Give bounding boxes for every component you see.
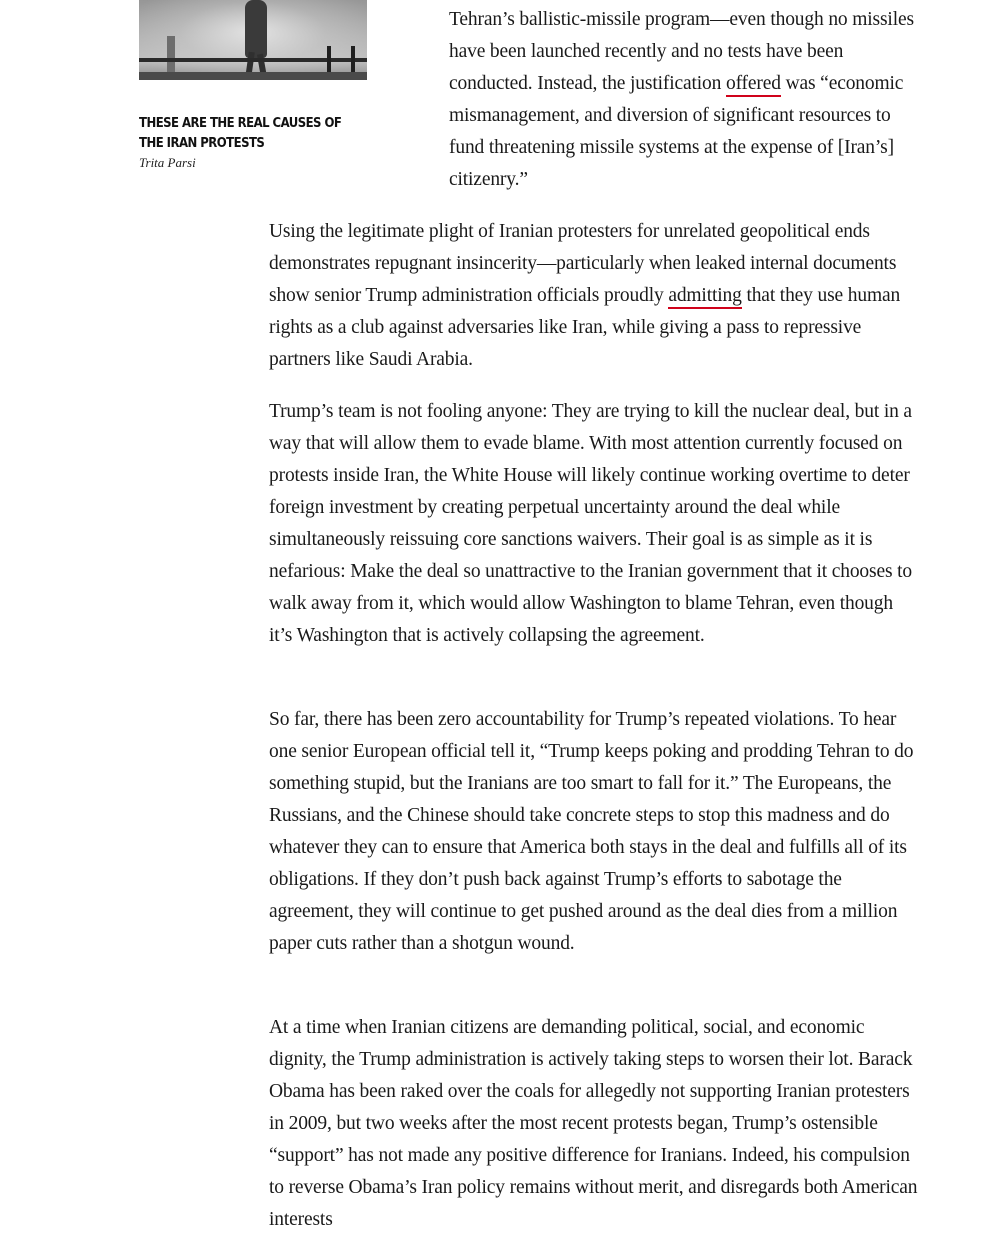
paragraph-text: Using the legitimate plight of Iranian protesters for unrelated geopolitical ends demonstrates repugnant insincerity—particularly when leaked internal documents show senior Trump administration officials proudly [269,221,897,306]
related-story-card[interactable] [139,0,367,172]
article-paragraph [449,4,919,196]
related-story-title[interactable]: THESE ARE THE REAL CAUSES OF THE IRAN PROTESTS [139,116,342,151]
paragraph-text: that they use human rights as a club against adversaries like Iran, while giving a pass to repressive partners like Saudi Arabia. [269,285,901,370]
paragraph-text: was “economic mismanagement, and diversion of significant resources to fund threatening missile systems at the expense of [Iran’s] citizenry.” [449,73,904,190]
related-story-author: Trita Parsi [139,155,196,170]
inline-link-offered[interactable]: offered [726,73,781,97]
article-paragraph: Trump’s team is not fooling anyone: They are trying to kill the nuclear deal, but in a way that will allow them to evade blame. With most attention currently focused on protests inside Iran, the White House will likely continue working overtime to deter foreign investment by creating perpetual uncertainty around the deal while simultaneously reissuing core sanctions waivers. Their goal is as simple as it is nefarious: Make the deal so unattractive to the Iranian government that it chooses to walk away from it, which would allow Washington to blame Tehran, even though it’s Washington that is actively collapsing the agreement. [269,401,912,646]
paragraph-text: Tehran’s ballistic-missile program—even though no missiles have been launched recently and no tests have been conducted. Instead, the justification [449,9,914,94]
image-railing [139,58,367,62]
image-person [245,0,267,58]
article-paragraph [269,216,919,376]
inline-link-admitting[interactable]: admitting [668,285,741,309]
article-paragraph: At a time when Iranian citizens are demanding political, social, and economic dignity, the Trump administration is actively taking steps to worsen their lot. Barack Obama has been raked over the coals for allegedly not supporting Iranian protesters in 2009, but two weeks after the most recent protests began, Trump’s ostensible “support” has not made any positive difference for Iranians. Indeed, his compulsion to reverse Obama’s Iran policy remains without merit, and disregards both American interests [269,1017,918,1230]
image-ground [139,72,367,80]
image-post [167,36,175,76]
article-paragraph: So far, there has been zero accountability for Trump’s repeated violations. To hear one senior European official tell it, “Trump keeps poking and prodding Tehran to do something stupid, but the Iranians are too smart to fall for it.” The Europeans, the Russians, and the Chinese should take concrete steps to stop this madness and do whatever they can to ensure that America both stays in the deal and fulfills all of its obligations. If they don’t push back against Trump’s efforts to sabotage the agreement, they will continue to get pushed around as the deal dies from a million paper cuts rather than a shotgun wound. [269,709,914,954]
related-story-image[interactable] [139,0,367,80]
